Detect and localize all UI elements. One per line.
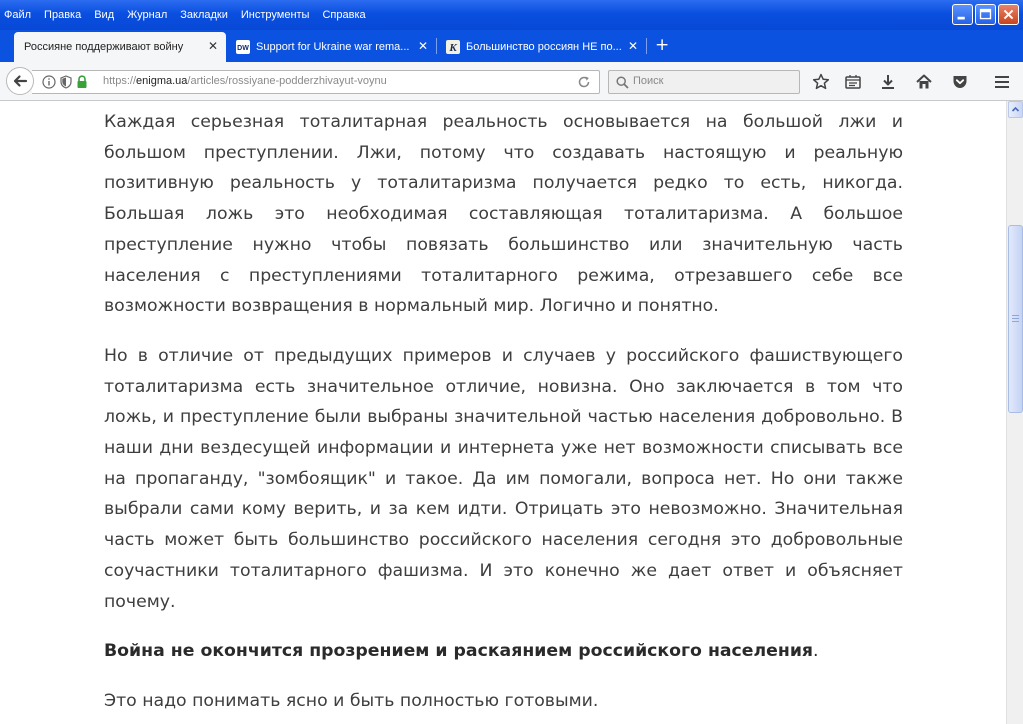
article-bold-statement: Война не окончится прозрением и раскаянием российского населения. (104, 641, 819, 662)
tab-support-ukraine[interactable] (228, 32, 436, 62)
scroll-grip (1012, 315, 1019, 316)
svg-text:DW: DW (237, 45, 249, 52)
menu-edit[interactable]: Правка (44, 8, 82, 21)
info-icon[interactable] (42, 75, 56, 89)
search-bar[interactable] (608, 70, 800, 94)
search-placeholder: Поиск (633, 75, 664, 87)
article-body (104, 107, 903, 724)
tab-label: Россияне поддерживают войну (24, 41, 184, 53)
tab-separator (436, 38, 437, 54)
url-site-icons (42, 75, 88, 89)
tracking-shield-icon[interactable] (60, 75, 72, 89)
arrow-left-icon (7, 68, 33, 94)
article-paragraph: Но в отличие от предыдущих примеров и случаев у российского фашиствующего тоталитаризма есть значительное отличие, новизна. Оно заключается в том что ложь, и преступление были выбраны значительной частью населения добровольно. В наши дни вездесущей информации и интернета уже нет возможности списывать все на пропаганду, "зомбоящик" и такое. Да им помогали, вопроса нет. Но они также выбрали сами кому верить, и за кем идти. Отрицать это невозможно. Значительная часть может быть большинство российского населения сегодня это добровольные соучастники тоталитарного фашизма. И это конечно же дает ответ и объясняет почему. (104, 345, 903, 612)
scroll-up-button[interactable] (1008, 101, 1023, 118)
tab-separator (646, 38, 647, 54)
tab-label: Support for Ukraine war rema... (256, 41, 410, 53)
menu-tools[interactable]: Инструменты (240, 8, 310, 21)
maximize-icon (976, 5, 995, 24)
dw-icon (236, 40, 250, 54)
menu-bookmarks[interactable]: Закладки (180, 8, 228, 21)
lock-icon[interactable] (76, 75, 88, 89)
menu-help[interactable]: Справка (322, 8, 366, 21)
svg-text:K: K (449, 42, 457, 54)
close-window-button[interactable] (998, 4, 1019, 25)
url-text[interactable]: https://enigma.ua/articles/rossiyane-podderzhivayut-voynu (103, 75, 387, 87)
tab-close-icon[interactable]: ✕ (207, 39, 218, 53)
menu-file[interactable]: Файл (4, 8, 32, 21)
hamburger-menu-icon[interactable] (993, 73, 1011, 91)
minimize-icon (953, 5, 972, 24)
back-button[interactable] (6, 67, 34, 95)
download-arrow-icon[interactable] (879, 73, 897, 91)
maximize-button[interactable] (975, 4, 996, 25)
page-content (0, 101, 1006, 724)
article-paragraph: Это надо понимать ясно и быть полностью готовыми. (104, 690, 599, 711)
chevron-up-icon (1009, 102, 1022, 117)
menu-view[interactable]: Вид (94, 8, 115, 21)
tab-rossiyane[interactable] (14, 32, 226, 62)
window-controls (952, 4, 1019, 25)
reading-list-icon[interactable] (844, 73, 862, 91)
home-icon[interactable] (915, 73, 933, 91)
tab-bolshinstvo[interactable] (438, 32, 646, 62)
minimize-button[interactable] (952, 4, 973, 25)
menu-history[interactable]: Журнал (127, 8, 168, 21)
close-icon (999, 5, 1018, 24)
menu-bar (4, 0, 379, 28)
scroll-grip (1012, 321, 1019, 322)
k-icon (446, 40, 460, 54)
pocket-icon[interactable] (951, 73, 969, 91)
article-paragraph: Каждая серьезная тоталитарная реальность основывается на большой лжи и большом преступлении. Лжи, потому что создавать настоящую и реальную позитивную реальность у тоталитаризма получается редко то есть, никогда. Большая ложь это необходимая составляющая тоталитаризма. А большое преступление нужно чтобы повязать большинство или значительную часть населения с преступлениями тоталитарного режима, отрезавшего себе все возможности возвращения в нормальный мир. Логично и понятно. (104, 112, 903, 317)
bookmark-star-icon[interactable] (812, 73, 830, 91)
url-bar[interactable] (32, 70, 600, 94)
reload-icon[interactable] (577, 75, 591, 89)
scroll-grip (1012, 318, 1019, 319)
tab-close-icon[interactable]: ✕ (417, 39, 428, 53)
tab-strip (0, 30, 1023, 62)
title-bar (0, 0, 1023, 30)
search-icon (616, 76, 629, 89)
nav-bar (0, 62, 1023, 101)
new-tab-button[interactable]: + (655, 35, 670, 55)
scroll-thumb[interactable] (1008, 225, 1023, 413)
tab-label: Большинство россиян НЕ по... (466, 41, 622, 53)
vertical-scrollbar[interactable] (1006, 101, 1023, 724)
tab-close-icon[interactable]: ✕ (627, 39, 638, 53)
